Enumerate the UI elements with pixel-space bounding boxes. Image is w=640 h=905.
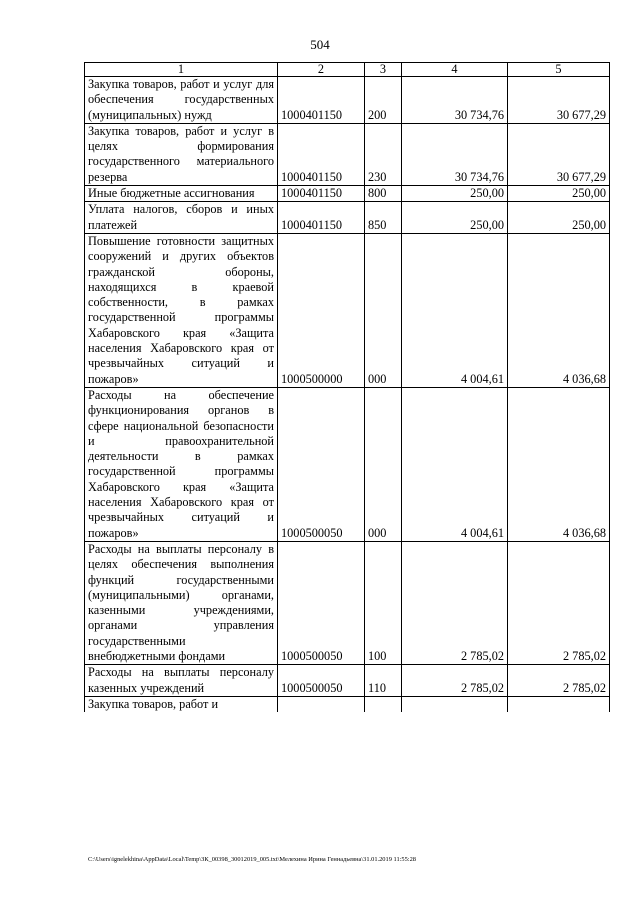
row-name: Закупка товаров, работ и — [85, 696, 278, 712]
row-vr: 000 — [365, 387, 402, 541]
row-sum-2 — [508, 696, 610, 712]
page-number: 504 — [310, 37, 330, 52]
table-row — [85, 665, 610, 697]
row-csr: 1000401150 — [278, 186, 365, 202]
row-csr: 1000401150 — [278, 202, 365, 234]
row-vr: 100 — [365, 541, 402, 664]
table-row — [85, 541, 610, 664]
table-row — [85, 202, 610, 234]
row-name: Расходы на выплаты персоналу казенных учреждений — [85, 665, 278, 697]
row-vr: 200 — [365, 77, 402, 124]
row-csr: 1000500050 — [278, 541, 365, 664]
table-row — [85, 233, 610, 387]
row-sum-1: 2 785,02 — [402, 665, 508, 697]
row-sum-2: 2 785,02 — [508, 665, 610, 697]
row-vr: 110 — [365, 665, 402, 697]
row-csr: 1000500050 — [278, 387, 365, 541]
header-col-1: 1 — [85, 63, 278, 77]
header-col-3: 3 — [365, 63, 402, 77]
row-csr: 1000500050 — [278, 665, 365, 697]
row-name: Закупка товаров, работ и услуг для обеспечения государственных (муниципальных) нужд — [85, 77, 278, 124]
row-csr: 1000401150 — [278, 123, 365, 185]
table-row — [85, 123, 610, 185]
row-csr: 1000500000 — [278, 233, 365, 387]
row-sum-2: 4 036,68 — [508, 387, 610, 541]
row-sum-2: 250,00 — [508, 202, 610, 234]
table-row-partial — [85, 696, 610, 712]
table-row — [85, 387, 610, 541]
row-sum-2: 30 677,29 — [508, 123, 610, 185]
row-sum-1: 250,00 — [402, 202, 508, 234]
row-sum-1 — [402, 696, 508, 712]
table-header-row — [85, 63, 610, 77]
row-vr: 850 — [365, 202, 402, 234]
budget-table — [84, 62, 610, 712]
row-csr — [278, 696, 365, 712]
row-sum-2: 30 677,29 — [508, 77, 610, 124]
table-row — [85, 186, 610, 202]
row-name: Закупка товаров, работ и услуг в целях формирования государственного материального резерва — [85, 123, 278, 185]
row-sum-1: 30 734,76 — [402, 77, 508, 124]
table-row — [85, 77, 610, 124]
row-vr: 000 — [365, 233, 402, 387]
row-sum-1: 2 785,02 — [402, 541, 508, 664]
file-path-footer: C:\Users\ignelekhina\AppData\Local\Temp\ЗК_00398_30012019_005.txt\Мелехина Ирина Геннадьевна\31.01.2019 11:55:28 — [88, 856, 416, 863]
row-sum-1: 4 004,61 — [402, 233, 508, 387]
row-sum-2: 250,00 — [508, 186, 610, 202]
row-name: Повышение готовности защитных сооружений и других объектов гражданской обороны, находящихся в краевой собственности, в рамках государственной программы Хабаровского края «Защита населения Хабаровского края от чрезвычайных ситуаций и пожаров» — [85, 233, 278, 387]
row-name: Расходы на выплаты персоналу в целях обеспечения выполнения функций государственными (муниципальными) органами, казенными учреждениями, органами управления государственными внебюджетными фондами — [85, 541, 278, 664]
row-sum-2: 4 036,68 — [508, 233, 610, 387]
header-col-2: 2 — [278, 63, 365, 77]
header-col-4: 4 — [402, 63, 508, 77]
row-csr: 1000401150 — [278, 77, 365, 124]
header-col-5: 5 — [508, 63, 610, 77]
row-name: Расходы на обеспечение функционирования органов в сфере национальной безопасности и правоохранительной деятельности в рамках государственной программы Хабаровского края «Защита населения Хабаровского края от чрезвычайных ситуаций и пожаров» — [85, 387, 278, 541]
row-vr: 800 — [365, 186, 402, 202]
row-name: Иные бюджетные ассигнования — [85, 186, 278, 202]
row-sum-1: 4 004,61 — [402, 387, 508, 541]
row-vr: 230 — [365, 123, 402, 185]
row-vr — [365, 696, 402, 712]
row-sum-2: 2 785,02 — [508, 541, 610, 664]
row-name: Уплата налогов, сборов и иных платежей — [85, 202, 278, 234]
row-sum-1: 30 734,76 — [402, 123, 508, 185]
row-sum-1: 250,00 — [402, 186, 508, 202]
